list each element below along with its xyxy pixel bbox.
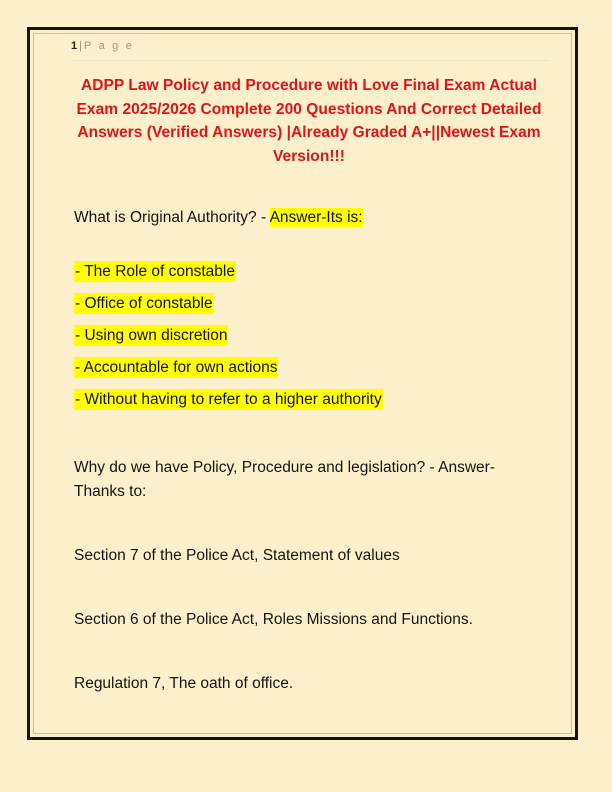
header-page-label <box>71 39 549 53</box>
list-item <box>74 288 554 320</box>
question-1 <box>74 206 554 230</box>
bullet-4-text: - Accountable for own actions <box>75 359 278 376</box>
bullet-3-text: - Using own discretion <box>75 327 228 344</box>
document-page <box>27 27 578 740</box>
spacer-after-section-7 <box>74 568 554 608</box>
bullet-2-text: - Office of constable <box>75 295 213 312</box>
question-1-text: What is Original Authority? - <box>74 209 270 226</box>
header-divider <box>71 60 549 61</box>
header-separator: | <box>79 40 82 52</box>
list-item <box>74 320 554 352</box>
header-page-word: P a g e <box>83 40 135 52</box>
list-item <box>74 384 554 416</box>
document-body <box>74 206 554 696</box>
header-page-number: 1 <box>71 40 78 52</box>
page-content <box>30 30 575 737</box>
paragraph-section-7: Section 7 of the Police Act, Statement of values <box>74 547 400 564</box>
question-2: Why do we have Policy, Procedure and legislation? - Answer-Thanks to: <box>74 459 496 500</box>
paragraph-section-6: Section 6 of the Police Act, Roles Missions and Functions. <box>74 611 473 628</box>
spacer-after-bullets <box>74 416 554 456</box>
question-1-answer: Answer-Its is: <box>269 209 363 226</box>
list-item <box>74 256 554 288</box>
spacer-after-section-6 <box>74 632 554 672</box>
spacer-after-question-2 <box>74 504 554 544</box>
spacer-after-question-1 <box>74 230 554 256</box>
list-item <box>74 352 554 384</box>
paragraph-regulation-7: Regulation 7, The oath of office. <box>74 675 294 692</box>
bullet-5-text: - Without having to refer to a higher authority <box>75 391 382 408</box>
document-title: ADPP Law Policy and Procedure with Love Final Exam Actual Exam 2025/2026 Complete 200 Questions And Correct Detailed Answers (Verified Answers) |Already Graded A+||Newest Exam Version!!! <box>76 77 542 165</box>
bullet-1-text: - The Role of constable <box>75 263 235 280</box>
